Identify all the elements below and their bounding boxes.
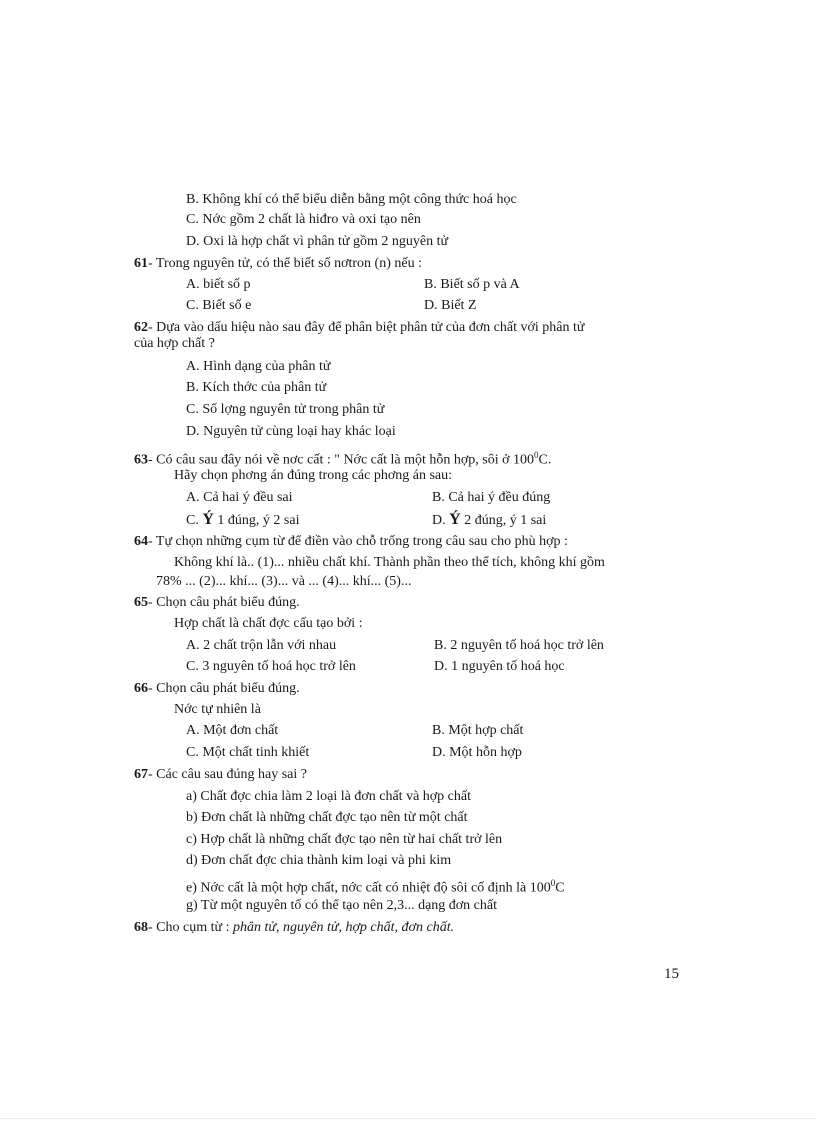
q65-option-c: C. 3 nguyên tố hoá học trở lên	[186, 659, 356, 674]
page-number: 15	[664, 966, 679, 982]
question-65	[134, 594, 300, 612]
question-61	[134, 255, 422, 273]
question-number: 62	[134, 320, 148, 335]
q64-blank-line-2: 78% ... (2)... khí... (3)... và ... (4)... khí... (5)...	[156, 574, 412, 589]
q63-option-c	[186, 511, 299, 530]
question-number: 66	[134, 681, 148, 696]
q66-option-a: A. Một đơn chất	[186, 723, 279, 738]
q63-instruction: Hãy chọn phơng án đúng trong các phơng án sau:	[174, 468, 453, 483]
q66-option-b: B. Một hợp chất	[432, 723, 524, 738]
q67-item-g: g) Từ một nguyên tố có thể tạo nên 2,3... dạng đơn chất	[186, 898, 498, 913]
q67-item-d: d) Đơn chất đợc chia thành kim loại và phi kim	[186, 853, 452, 868]
q64-blank-line-1: Không khí là.. (1)... nhiều chất khí. Thành phần theo thể tích, không khí gồm	[174, 555, 605, 570]
question-text: - Chọn câu phát biểu đúng.	[148, 681, 300, 696]
q62-option-c: C. Số lợng nguyên tử trong phân tử	[186, 402, 385, 417]
q67-item-b: b) Đơn chất là những chất đợc tạo nên từ một chất	[186, 810, 468, 825]
q62-option-b: B. Kích thớc của phân tử	[186, 380, 327, 395]
q61-option-a: A. biết số p	[186, 277, 251, 292]
q61-option-b: B. Biết số p và A	[424, 277, 520, 292]
q62-option-d: D. Nguyên tử cùng loại hay khác loại	[186, 424, 396, 439]
option-big-letter: Ý	[449, 511, 461, 528]
question-text: - Trong nguyên tử, có thể biết số nơtron (n) nếu :	[148, 256, 422, 271]
superscript: 0	[534, 450, 539, 460]
question-terms: phân tử, nguyên tử, hợp chất, đơn chất.	[232, 920, 455, 935]
intro-option-d: D. Oxi là hợp chất vì phân tử gồm 2 nguyên tử	[186, 234, 449, 249]
q65-stem: Hợp chất là chất đợc cấu tạo bởi :	[174, 616, 363, 631]
question-66	[134, 680, 300, 698]
question-68	[134, 919, 454, 937]
q63-option-d	[432, 511, 546, 530]
q61-option-c: C. Biết số e	[186, 298, 252, 313]
q65-option-b: B. 2 nguyên tố hoá học trở lên	[434, 638, 604, 653]
question-number: 68	[134, 920, 148, 935]
superscript: 0	[550, 878, 556, 888]
q67-item-e	[186, 874, 565, 898]
question-number: 61	[134, 256, 148, 271]
question-text: - Có câu sau đây nói về nơc cất : " Nớc cất là một hỗn hợp, sôi ở 100	[148, 452, 535, 468]
question-number: 65	[134, 595, 148, 610]
option-text: 1 đúng, ý 2 sai	[213, 513, 300, 528]
q67-item-c: c) Hợp chất là những chất đợc tạo nên từ hai chất trở lên	[186, 832, 503, 847]
question-text: - Tự chọn những cụm từ để điền vào chỗ trống trong câu sau cho phù hợp :	[148, 534, 568, 549]
q61-option-d: D. Biết Z	[424, 298, 477, 313]
option-big-letter: Ý	[202, 511, 214, 528]
intro-option-b: B. Không khí có thể biểu diễn bằng một công thức hoá học	[186, 192, 517, 207]
q65-option-a: A. 2 chất trộn lẫn với nhau	[186, 638, 337, 653]
question-text-end: C.	[538, 452, 552, 468]
option-prefix: C.	[186, 513, 203, 528]
question-text: - Cho cụm từ :	[148, 920, 233, 935]
question-number: 64	[134, 534, 148, 549]
item-text: e) Nớc cất là một hợp chất, nớc cất có nhiệt độ sôi cố định là 100	[186, 880, 551, 896]
q63-option-a: A. Cả hai ý đều sai	[186, 490, 293, 505]
item-text-end: C	[555, 880, 565, 896]
question-62-cont: của hợp chất ?	[134, 336, 215, 351]
question-64	[134, 533, 568, 551]
q67-item-a: a) Chất đợc chia làm 2 loại là đơn chất và hợp chất	[186, 789, 471, 804]
bottom-divider	[0, 1118, 816, 1119]
q62-option-a: A. Hình dạng của phân tử	[186, 359, 331, 374]
question-text: - Các câu sau đúng hay sai ?	[148, 767, 307, 782]
q63-option-b: B. Cả hai ý đều đúng	[432, 490, 551, 505]
q66-option-d: D. Một hỗn hợp	[432, 745, 522, 760]
option-prefix: D.	[432, 513, 450, 528]
intro-option-c: C. Nớc gồm 2 chất là hiđro và oxi tạo nên	[186, 212, 421, 227]
q66-stem: Nớc tự nhiên là	[174, 702, 261, 717]
question-text: - Dựa vào dấu hiệu nào sau đây để phân biệt phân tử của đơn chất với phân tử	[148, 320, 585, 335]
question-number: 67	[134, 767, 148, 782]
question-67	[134, 766, 307, 784]
q65-option-d: D. 1 nguyên tố hoá học	[434, 659, 565, 674]
q66-option-c: C. Một chất tinh khiết	[186, 745, 310, 760]
question-number: 63	[134, 452, 148, 468]
option-text: 2 đúng, ý 1 sai	[460, 513, 547, 528]
question-text: - Chọn câu phát biểu đúng.	[148, 595, 300, 610]
